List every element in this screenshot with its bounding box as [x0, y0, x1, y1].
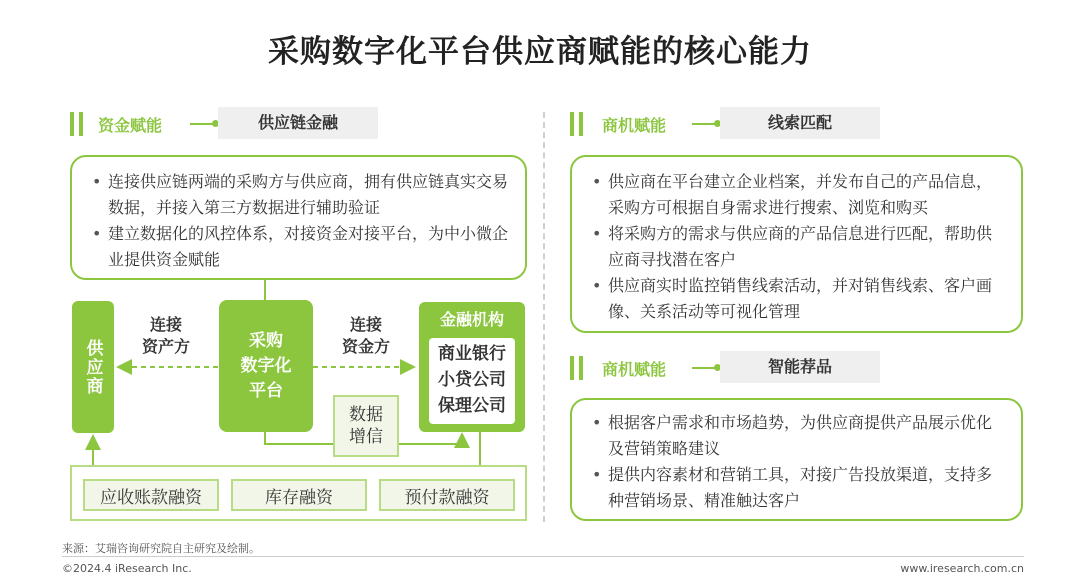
section-label: 商机赋能	[602, 360, 667, 379]
bullet-item: • 供应商实时监控销售线索活动，并对销售线索、客户画像、关系活动等可视化管理	[586, 273, 1007, 325]
right-bottom-bullet-box	[570, 398, 1023, 521]
finance-list	[429, 338, 515, 424]
header-bar-icon	[579, 112, 583, 136]
bullet-item: • 连接供应链两端的采购方与供应商，拥有供应链真实交易数据，并接入第三方数据进行辅助验证	[86, 169, 511, 221]
platform-node	[219, 300, 313, 432]
page-title: 采购数字化平台供应商赋能的核心能力	[268, 34, 812, 70]
bullet-item: • 提供内容素材和营销工具，对接广告投放渠道，支持多种营销场景、精准触达客户	[586, 462, 1007, 514]
fund-arrow-label	[328, 314, 404, 358]
finance-item: 保理公司	[438, 396, 506, 416]
section-label: 资金赋能	[98, 116, 163, 135]
data-credit-line: 增信	[349, 427, 383, 447]
platform-label-line: 平台	[249, 380, 283, 401]
platform-label-line: 采购	[249, 330, 283, 351]
supplier-label: 供应商	[82, 338, 103, 396]
arrow-label-line: 资金方	[341, 337, 390, 356]
financing-item: 库存融资	[231, 479, 367, 511]
section-tag: 线索匹配	[720, 107, 880, 139]
arrow-label-line: 资产方	[141, 337, 190, 356]
bullet-item: • 供应商在平台建立企业档案，并发布自己的产品信息，采购方可根据自身需求进行搜索、浏览和购买	[586, 169, 1007, 221]
data-credit-line: 数据	[349, 405, 383, 425]
right-top-bullet-box	[570, 155, 1023, 333]
header-bar-icon	[570, 356, 574, 380]
section-tag: 供应链金融	[218, 107, 378, 139]
section-label: 商机赋能	[602, 116, 667, 135]
bullet-item: • 将采购方的需求与供应商的产品信息进行匹配，帮助供应商寻找潜在客户	[586, 221, 1007, 273]
finance-node	[419, 302, 525, 432]
data-credit-node	[333, 395, 399, 457]
arrow-label-line: 连接	[349, 315, 382, 334]
financing-item: 应收账款融资	[83, 479, 219, 511]
source-note: 来源：艾瑞咨询研究院自主研究及绘制。	[62, 542, 260, 555]
connector-line	[692, 123, 716, 125]
bullet-item: • 根据客户需求和市场趋势，为供应商提供产品展示优化及营销策略建议	[586, 410, 1007, 462]
header-bar-icon	[579, 356, 583, 380]
platform-label-line: 数字化	[240, 355, 292, 376]
bullet-item: • 建立数据化的风控体系，对接资金对接平台，为中小微企业提供资金赋能	[86, 221, 511, 273]
copyright: ©2024.4 iResearch Inc.	[62, 562, 192, 575]
finance-item: 小贷公司	[438, 370, 506, 390]
arrow-label-line: 连接	[149, 315, 182, 334]
financing-item: 预付款融资	[379, 479, 515, 511]
website: www.iresearch.com.cn	[900, 562, 1024, 575]
supplier-node	[72, 301, 114, 433]
finance-item: 商业银行	[438, 344, 506, 364]
connector-line	[692, 367, 716, 369]
section-tag: 智能荐品	[720, 351, 880, 383]
footer-divider	[62, 556, 1024, 557]
asset-arrow-label	[128, 314, 204, 358]
finance-title: 金融机构	[439, 310, 504, 329]
header-bar-icon	[570, 112, 574, 136]
